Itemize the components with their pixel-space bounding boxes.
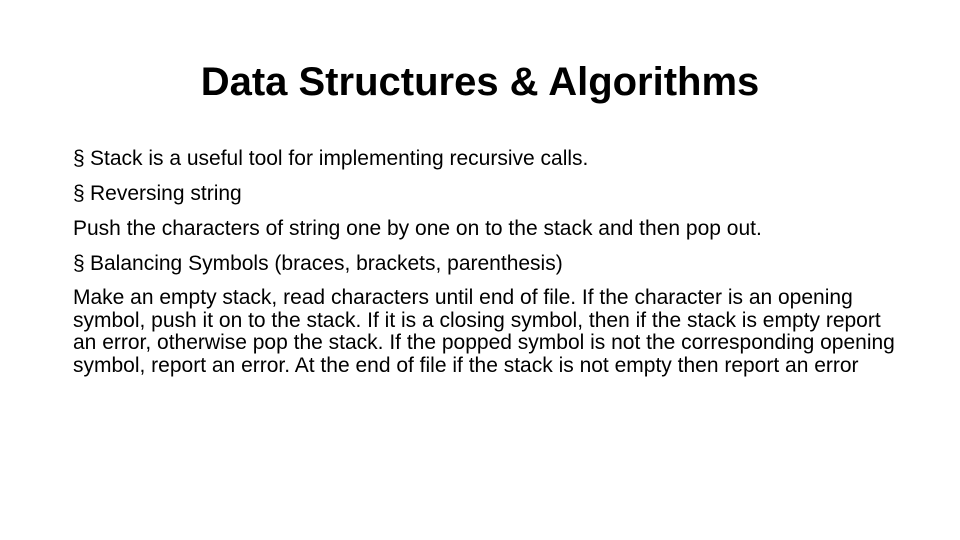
bullet-square-icon: § bbox=[73, 252, 85, 275]
bullet-item-reversing-string bbox=[73, 182, 903, 206]
paragraph-balancing-algorithm: Make an empty stack, read characters until end of file. If the character is an opening symbol, push it on to the stack. If it is a closing symbol, then if the stack is empty report an error, otherwise pop the stack. If the popped symbol is not the corresponding opening symbol, report an error. At the end of file if the stack is not empty then report an error bbox=[73, 286, 895, 377]
bullet-text: Stack is a useful tool for implementing recursive calls. bbox=[90, 147, 589, 170]
bullet-item-balancing-symbols bbox=[73, 252, 903, 276]
bullet-text: Reversing string bbox=[90, 182, 242, 205]
slide-body bbox=[73, 147, 903, 377]
slide-title: Data Structures & Algorithms bbox=[200, 60, 760, 104]
bullet-text: Balancing Symbols (braces, brackets, parenthesis) bbox=[90, 252, 563, 275]
bullet-item-recursive-calls bbox=[73, 147, 903, 171]
text-line-push-characters: Push the characters of string one by one on to the stack and then pop out. bbox=[73, 217, 762, 240]
bullet-square-icon: § bbox=[73, 182, 85, 205]
bullet-square-icon: § bbox=[73, 147, 85, 170]
